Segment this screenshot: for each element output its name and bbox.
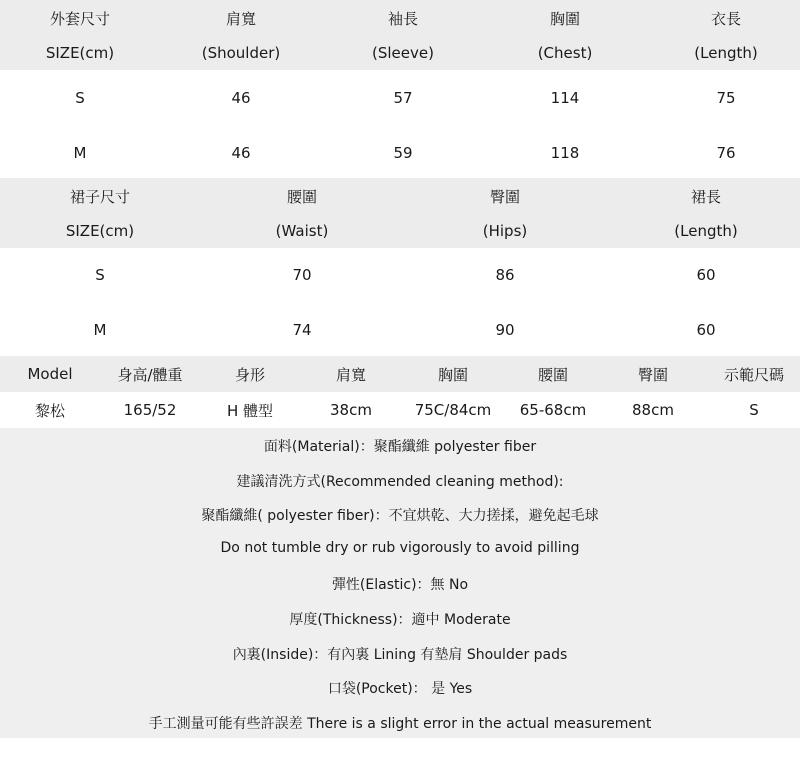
inside-note: 內裏(Inside)：有內裏 Lining 有墊肩 Shoulder pads: [232, 647, 568, 663]
model-cell: 165/52: [123, 401, 177, 419]
jacket-cell: 57: [393, 89, 413, 107]
model-header-row: [0, 364, 800, 384]
skirt-cell: 74: [292, 321, 312, 339]
model-header-cell: 肩寬: [335, 365, 366, 384]
jacket-header-shoulder-en: (Shoulder): [201, 44, 281, 62]
jacket-cell: 46: [231, 89, 251, 107]
jacket-header-en-row: [0, 43, 800, 63]
jacket-row-m: [0, 143, 800, 163]
pocket-note: 口袋(Pocket)： 是 Yes: [327, 681, 473, 697]
jacket-header-shoulder-zh: 肩寬: [225, 9, 256, 28]
measurement-disclaimer: 手工測量可能有些許誤差 There is a slight error in the actual measurement: [148, 716, 652, 732]
skirt-header-waist-en: (Waist): [275, 222, 329, 240]
skirt-header-length-zh: 裙長: [690, 187, 721, 206]
model-cell: 65-68cm: [519, 401, 587, 419]
cleaning-heading: 建議清洗方式(Recommended cleaning method):: [236, 474, 564, 490]
jacket-cell: 118: [550, 144, 580, 162]
skirt-row-m: [0, 320, 800, 340]
model-cell: 75C/84cm: [414, 401, 492, 419]
skirt-cell: 70: [292, 266, 312, 284]
model-header-cell: 身高/體重: [117, 365, 183, 384]
jacket-header-length-zh: 衣長: [710, 9, 741, 28]
model-cell: H 體型: [226, 401, 274, 420]
skirt-cell: S: [95, 266, 105, 284]
model-cell: 88cm: [632, 401, 674, 419]
jacket-cell: S: [75, 89, 85, 107]
skirt-header-zh-row: [0, 186, 800, 206]
model-header-cell: 腰圍: [537, 365, 568, 384]
skirt-cell: M: [93, 321, 107, 339]
jacket-cell: 75: [716, 89, 736, 107]
skirt-header-waist-zh: 腰圍: [286, 187, 317, 206]
model-header-cell: 臀圍: [637, 365, 668, 384]
cleaning-note-zh: 聚酯纖維( polyester fiber)：不宜烘乾、大力搓揉，避免起毛球: [201, 508, 599, 524]
skirt-header-hips-en: (Hips): [482, 222, 528, 240]
thickness-note: 厚度(Thickness)：適中 Moderate: [289, 612, 511, 628]
cleaning-note-en: Do not tumble dry or rub vigorously to avoid pilling: [220, 540, 580, 556]
jacket-header-length-en: (Length): [694, 44, 758, 62]
jacket-header-sleeve-en: (Sleeve): [372, 44, 434, 62]
material-note: 面料(Material)：聚酯纖維 polyester fiber: [263, 439, 537, 455]
jacket-cell: 114: [550, 89, 580, 107]
skirt-header-size-en: SIZE(cm): [65, 222, 135, 240]
jacket-header-zh-row: [0, 8, 800, 28]
jacket-row-s: [0, 88, 800, 108]
jacket-cell: 76: [716, 144, 736, 162]
skirt-header-hips-zh: 臀圍: [489, 187, 520, 206]
jacket-cell: 59: [393, 144, 413, 162]
jacket-header-size-zh: 外套尺寸: [49, 9, 110, 28]
skirt-header-length-en: (Length): [674, 222, 738, 240]
model-cell: 黎松: [34, 401, 65, 420]
skirt-cell: 86: [495, 266, 515, 284]
care-notes: [0, 428, 800, 738]
model-cell: 38cm: [330, 401, 372, 419]
skirt-header-size-zh: 裙子尺寸: [69, 187, 130, 206]
model-cell: S: [749, 401, 759, 419]
skirt-cell: 60: [696, 321, 716, 339]
model-header-cell: Model: [27, 365, 73, 383]
jacket-header-size-en: SIZE(cm): [45, 44, 115, 62]
model-data-row: [0, 400, 800, 420]
skirt-cell: 60: [696, 266, 716, 284]
jacket-cell: 46: [231, 144, 251, 162]
skirt-cell: 90: [495, 321, 515, 339]
jacket-header-chest-en: (Chest): [537, 44, 593, 62]
model-header-cell: 身形: [234, 365, 265, 384]
skirt-row-s: [0, 265, 800, 285]
jacket-header-chest-zh: 胸圍: [549, 9, 580, 28]
model-header-cell: 胸圍: [437, 365, 468, 384]
skirt-header-en-row: [0, 221, 800, 241]
jacket-header-sleeve-zh: 袖長: [387, 9, 418, 28]
elastic-note: 彈性(Elastic)：無 No: [331, 577, 469, 593]
jacket-cell: M: [73, 144, 87, 162]
model-header-cell: 示範尺碼: [723, 365, 784, 384]
